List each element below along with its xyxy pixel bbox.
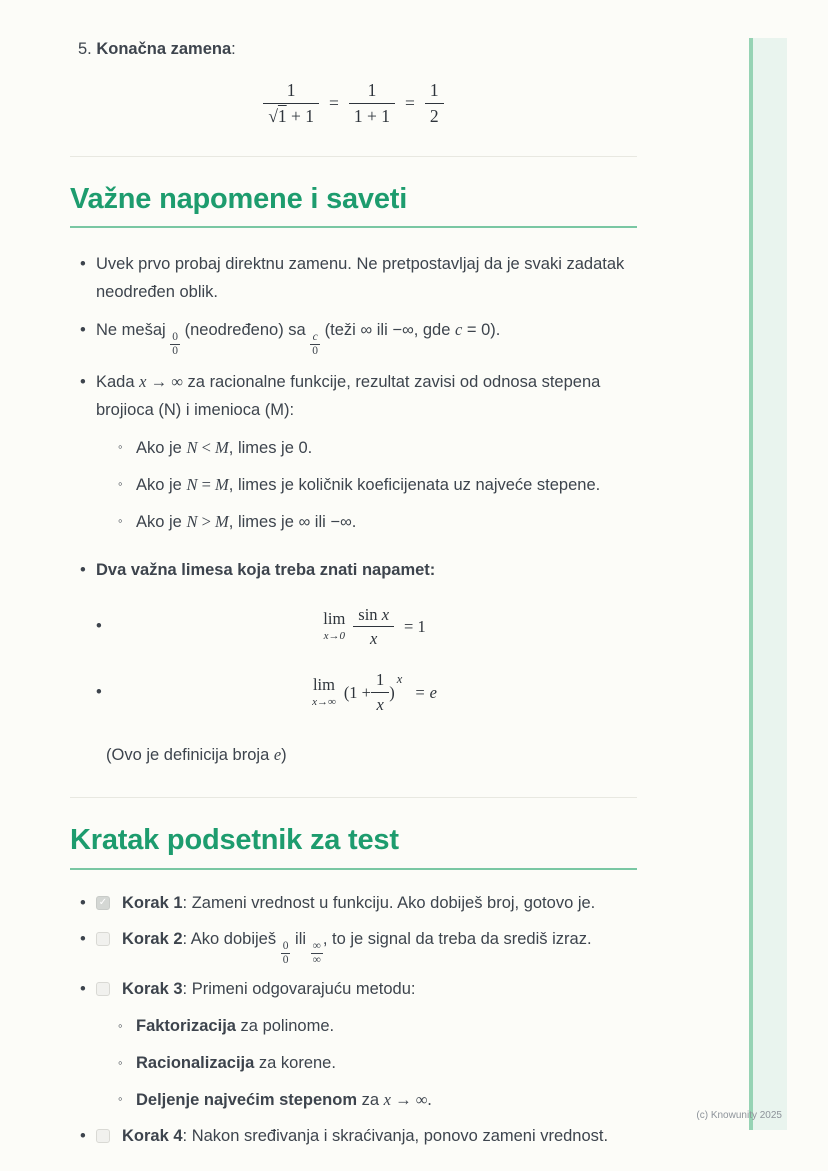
section-heading-recap: Kratak podsetnik za test (70, 822, 637, 869)
nested-list (96, 434, 637, 536)
bullet-marker: • (80, 254, 86, 273)
bullet-marker: • (80, 893, 86, 912)
page-edge-decoration (749, 38, 787, 1130)
inline-fraction: $\frac{0}{0}$ (172, 330, 179, 358)
formula-final-substitution (70, 79, 637, 128)
list-item: ◦ Racionalizacija za korene. (96, 1050, 637, 1077)
formula-limit-e: • lim x→∞ (1 + $\frac{1}{x}$ ) x = e (96, 670, 437, 714)
circle-marker: ◦ (118, 476, 123, 492)
checklist (70, 890, 637, 1151)
checklist-item-korak-4: • Korak 4: Nakon sređivanja i skraćivanja, ponovo zameni vrednost. (70, 1123, 637, 1150)
note-definition-e: (Ovo je definicija broja e) (106, 745, 287, 765)
bullet-marker: • (96, 617, 102, 636)
fraction: $\frac{\text{sin x}}{x}$ (353, 604, 394, 650)
fraction: $\frac{1}{2}$ (425, 79, 444, 128)
copyright-notice: (c) Knowunity 2025 (696, 1110, 782, 1121)
list-item: • Uvek prvo probaj direktnu zamenu. Ne pretpostavljaj da je svaki zadatak neodređen oblik. (70, 250, 637, 306)
list-item: ◦ Ako je N < M, limes je 0. (96, 434, 637, 462)
list-item: • Dva važna limesa koja treba znati napamet: (70, 556, 637, 584)
section-heading-notes: Važne napomene i saveti (70, 181, 637, 228)
bullet-marker: • (80, 560, 86, 579)
limit-operator: lim x→∞ (312, 675, 336, 708)
numbered-step-5 (78, 40, 637, 59)
circle-marker: ◦ (118, 513, 123, 529)
list-item: ◦ Ako je N > M, limes je ∞ ili −∞. (96, 508, 637, 536)
sqrt-sign: √ (268, 105, 278, 126)
equals-value: = e (414, 682, 437, 702)
checkbox-korak-4 (96, 1129, 110, 1143)
list-item: ◦ Deljenje najvećim stepenom za x → ∞. (96, 1086, 637, 1114)
bullet-marker: • (80, 1127, 86, 1146)
circle-marker: ◦ (118, 1018, 123, 1034)
check-icon: ✓ (98, 896, 108, 908)
list-item: ◦ Faktorizacija za polinome. (96, 1013, 637, 1040)
circle-marker: ◦ (118, 1054, 123, 1070)
list-item: • Kada x → ∞ za racionalne funkcije, rezultat zavisi od odnosa stepena brojioca (N) i imenioca (M): ◦ Ako je N < M, limes je 0. ◦ Ako je N = M, limes je količnik koeficijenata uz najveće stepene. ◦ Ako je N > M, limes je ∞ ili −∞. (70, 368, 637, 545)
bullet-marker: • (96, 683, 102, 702)
fraction: $\frac{1}{√1 + 1}$ (263, 79, 319, 128)
inline-fraction: $\frac{c}{0}$ (312, 330, 319, 358)
inline-fraction: ∞ ∞ (312, 939, 321, 967)
fraction: $\frac{1}{1 + 1}$ (349, 79, 395, 128)
formula-limit-sinx (70, 604, 637, 650)
checkbox-korak-2 (96, 932, 110, 946)
checklist-item-korak-2: • Korak 2: Ako dobiješ $\frac{0}{0}$ ili ∞ ∞ , to je signal da treba da središ izraz. (70, 926, 637, 967)
inline-fraction: $\frac{0}{0}$ (282, 939, 289, 967)
checklist-item-korak-3: • Korak 3: Primeni odgovarajuću metodu: (70, 976, 637, 1003)
checkbox-korak-1 (96, 896, 110, 910)
list-item: ◦ Ako je N = M, limes je količnik koeficijenata uz najveće stepene. (96, 471, 637, 499)
circle-marker: ◦ (118, 1090, 123, 1106)
bullet-marker: • (80, 373, 86, 392)
section-divider (70, 156, 637, 157)
document-content (70, 0, 637, 1159)
step-title: Konačna zamena (96, 40, 232, 58)
exponent: x (396, 672, 403, 687)
equals-value: = 1 (404, 616, 426, 636)
bullet-marker: • (80, 320, 86, 339)
fraction: $\frac{1}{x}$ (371, 669, 389, 715)
step-colon: : (231, 40, 236, 58)
bullet-marker: • (80, 980, 86, 999)
checklist-item-korak-1: • ✓ Korak 1: Zameni vrednost u funkciju. Ako dobiješ broj, gotovo je. (70, 890, 637, 917)
notes-list (70, 250, 637, 770)
list-item: • Ne mešaj $\frac{0}{0}$ (neodređeno) sa $\frac{c}{0}$ (teži ∞ ili −∞, gde c = 0). (70, 316, 637, 358)
step-number: 5. (78, 40, 97, 58)
equals-sign: = (329, 92, 339, 113)
nested-list (96, 1013, 637, 1114)
circle-marker: ◦ (118, 439, 123, 455)
checkbox-korak-3 (96, 982, 110, 996)
bullet-marker: • (80, 929, 86, 948)
limit-operator: lim x→0 (323, 609, 346, 642)
section-divider (70, 797, 637, 798)
equals-sign: = (405, 92, 415, 113)
